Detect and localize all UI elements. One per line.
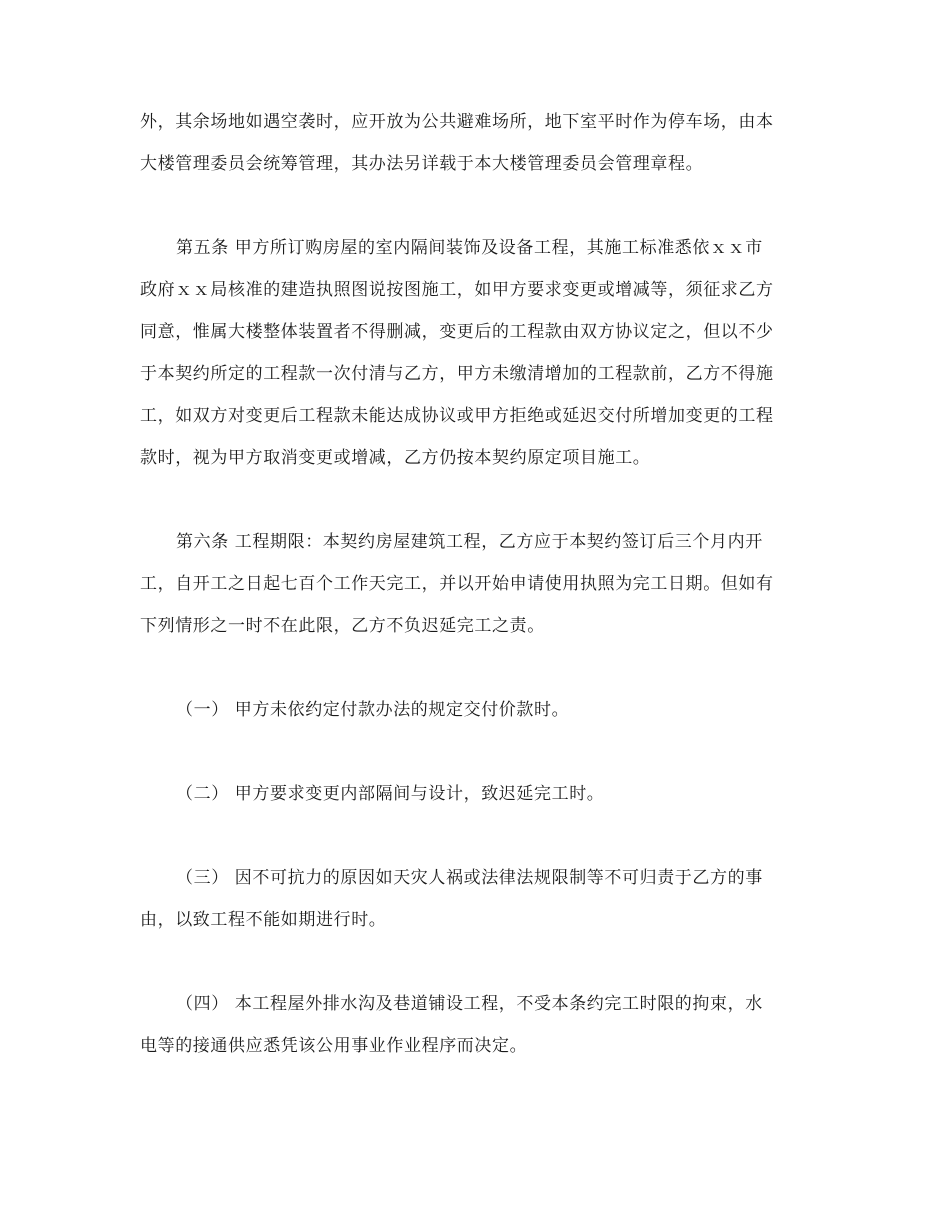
text-line: 工，自开工之日起七百个工作天完工，并以开始申请使用执照为完工日期。但如有 bbox=[140, 574, 774, 594]
text-line: 由，以致工程不能如期进行时。 bbox=[140, 910, 387, 930]
text-line: 款时，视为甲方取消变更或增减，乙方仍按本契约原定项目施工。 bbox=[140, 448, 651, 468]
text-line: 于本契约所定的工程款一次付清与乙方，甲方未缴清增加的工程款前，乙方不得施 bbox=[140, 364, 774, 384]
text-line: （二） 甲方要求变更内部隔间与设计，致迟延完工时。 bbox=[176, 784, 605, 804]
text-line: （三） 因不可抗力的原因如天灾人祸或法律法规限制等不可归责于乙方的事 bbox=[176, 868, 763, 888]
text-line: 同意，惟属大楼整体装置者不得删减，变更后的工程款由双方协议定之，但以不少 bbox=[140, 322, 774, 342]
text-line: 电等的接通供应悉凭该公用事业作业程序而决定。 bbox=[140, 1036, 528, 1056]
text-line: 工，如双方对变更后工程款未能达成协议或甲方拒绝或延迟交付所增加变更的工程 bbox=[140, 406, 774, 426]
text-line: 第五条 甲方所订购房屋的室内隔间装饰及设备工程，其施工标准悉依ｘｘ市 bbox=[176, 238, 763, 258]
text-line: 外，其余场地如遇空袭时，应开放为公共避难场所，地下室平时作为停车场，由本 bbox=[140, 112, 774, 132]
text-line: 大楼管理委员会统筹管理，其办法另详载于本大楼管理委员会管理章程。 bbox=[140, 154, 704, 174]
text-line: （一） 甲方未依约定付款办法的规定交付价款时。 bbox=[176, 700, 570, 720]
text-line: （四） 本工程屋外排水沟及巷道铺设工程，不受本条约完工时限的拘束，水 bbox=[176, 994, 763, 1014]
text-line: 第六条 工程期限：本契约房屋建筑工程，乙方应于本契约签订后三个月内开 bbox=[176, 532, 763, 552]
text-line: 政府ｘｘ局核准的建造执照图说按图施工，如甲方要求变更或增减等，须征求乙方 bbox=[140, 280, 774, 300]
text-line: 下列情形之一时不在此限，乙方不负迟延完工之责。 bbox=[140, 616, 545, 636]
